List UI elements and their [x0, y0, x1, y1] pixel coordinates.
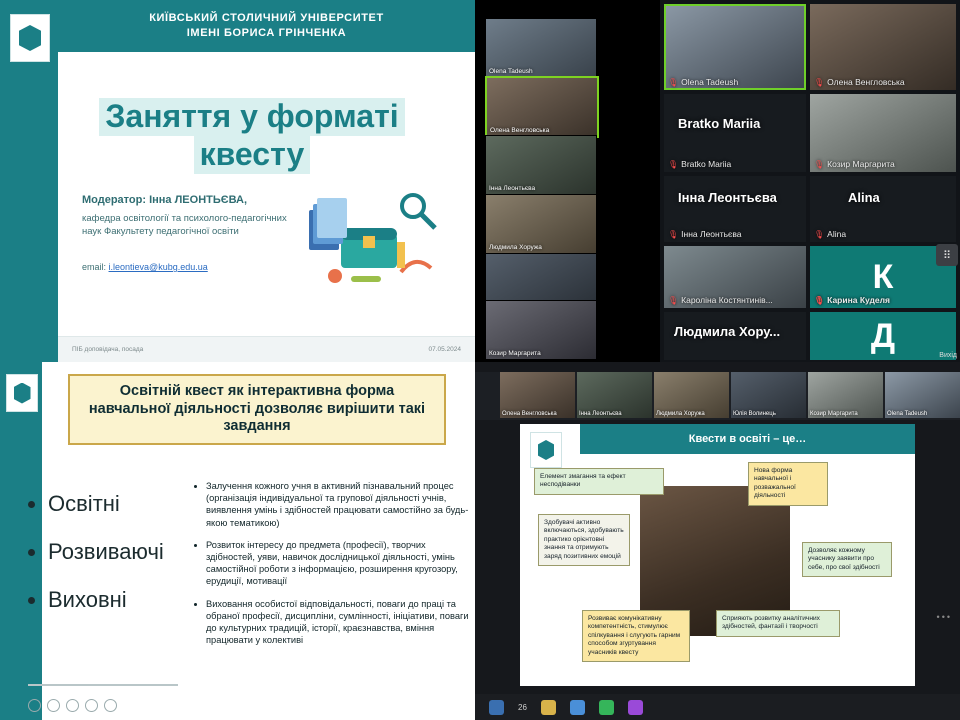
footer-divider [28, 684, 178, 686]
logo-hexagon-icon [14, 383, 31, 404]
mic-icon: 🎙 [668, 230, 679, 239]
participant-name: Olena Tadeush [887, 411, 928, 417]
list-item: • Розвиток інтересу до предмета (професії), творчих здібностей, уяви, навичок дослідницької діяльності, умінь самостійної роботи з інформацією, розширення кругозору, ерудиції, мотивації [206, 539, 474, 588]
gallery-cell-liudmyla[interactable] [664, 312, 806, 360]
participant-big-name: Bratko Mariia [678, 116, 761, 131]
participant-name: Людмила Хоружа [656, 411, 705, 417]
social-icon-3 [66, 699, 79, 712]
participant-name: Alina [827, 229, 847, 239]
tasks-banner: Освітній квест як інтерактивна форма навчальної діяльності дозволяє вирішити такі завдання [68, 374, 446, 445]
slide-title-line-2: квесту [194, 136, 311, 174]
filmstrip-tile[interactable] [485, 76, 599, 138]
participant-name: Bratko Mariia [681, 159, 732, 169]
moderator-line: Модератор: Інна ЛЕОНТЬЄВА, [82, 194, 247, 206]
participant-label [814, 295, 890, 305]
list-item: • Виховання особистої відповідальності, поваги до праці та обраної професії, дисципліни, сумлінності, ініціативи, поваги до культурних традицій, історії, краєзнавства, вміння працювати у колективі [206, 598, 474, 647]
email-label: email: [82, 262, 107, 272]
thumb-tile[interactable] [808, 372, 883, 418]
taskbar[interactable] [475, 694, 960, 720]
thumb-tile[interactable] [731, 372, 806, 418]
quest-illustration [301, 180, 451, 298]
thumb-tile[interactable] [885, 372, 960, 418]
email-line [82, 262, 208, 272]
zoom-gallery[interactable] [660, 0, 960, 362]
thumb-tile[interactable] [654, 372, 729, 418]
tasks-slide-logo [6, 374, 38, 412]
gallery-cell-avatar-d[interactable] [810, 312, 956, 360]
participant-name: Інна Леонтьєва [579, 411, 622, 417]
callout-box: Здобувачі активно включаються, здобувають практико орієнтовні знання та отримують заряд позитивних емоцій [538, 514, 630, 566]
gallery-cell-karyna-kudelia[interactable] [810, 246, 956, 308]
list-item: • Розвиваючі [48, 530, 228, 574]
callout-box: Розвиває комунікативну компетентність, стимулює спілкування і слугують гарним способом згуртування учасників квесту [582, 610, 690, 662]
participant-name: Карина Куделя [827, 295, 891, 305]
university-line-1: КИЇВСЬКИЙ СТОЛИЧНИЙ УНІВЕРСИТЕТ [149, 12, 384, 24]
logo-hexagon-icon [538, 440, 554, 460]
folder-icon[interactable] [541, 700, 556, 715]
social-icon-1 [28, 699, 41, 712]
title-slide [0, 0, 475, 362]
callout-box: Сприяють розвитку аналітичних здібностей, фантазії і творчості [716, 610, 840, 637]
participant-name: Козир Маргарита [827, 159, 895, 169]
slide-footer-left: ПІБ доповідача, посада [72, 346, 144, 353]
mic-icon: 🎙 [814, 160, 825, 169]
participant-name: Інна Леонтьєва [489, 185, 536, 192]
footer-icon-row [28, 699, 117, 712]
slide-footer [58, 336, 475, 362]
participant-name: Козир Маргарита [810, 411, 858, 417]
gallery-cell-karolina[interactable] [664, 246, 806, 308]
thumb-tile[interactable] [577, 372, 652, 418]
participant-name: Олена Венгловська [827, 77, 905, 87]
list-item: • Освітні [48, 482, 228, 526]
avatar-initial: К [872, 257, 894, 296]
windows-start-icon[interactable] [489, 700, 504, 715]
tasks-slide [0, 362, 475, 720]
slide-title [72, 98, 432, 174]
participant-name: Кароліна Костянтинів... [681, 295, 773, 305]
slide-title-line-1: Заняття у форматі [99, 98, 404, 136]
mic-icon: 🎙 [668, 78, 679, 87]
participant-big-name: Людмила Хору... [674, 324, 781, 339]
social-icon-5 [104, 699, 117, 712]
gallery-cell-olena-tadeush[interactable] [664, 4, 806, 90]
shared-slide-logo [530, 432, 562, 468]
participant-label [668, 295, 773, 305]
university-logo [10, 14, 50, 62]
social-icon-4 [85, 699, 98, 712]
zoom-share-window [475, 362, 960, 720]
gallery-cell-olena-venglovska[interactable] [810, 4, 956, 90]
participant-label [668, 159, 731, 169]
slide-header [58, 0, 475, 52]
tasks-bullet-list [188, 480, 474, 656]
callout-box: Нова форма навчальної і розважальної діяльності [748, 462, 828, 506]
callout-box: Дозволяє кожному учаснику заявити про себе, про свої здібності [802, 542, 892, 577]
participant-big-name: Інна Леонтьєва [678, 190, 777, 205]
participant-label [668, 77, 738, 87]
scroll-indicator[interactable]: ••• [936, 612, 952, 622]
list-item: • Залучення кожного учня в активний пізнавальний процес (організація індивідуальної та групової діяльності учнів, виявлення умінь і здібностей працювати самостійно за будь-якою тематикою) [206, 480, 474, 529]
mic-icon: 🎙 [668, 296, 679, 305]
callout-box: Елемент змагання та ефект несподіванки [534, 468, 664, 495]
zoom-thumbnail-strip[interactable] [475, 372, 960, 420]
filmstrip-tile[interactable] [485, 135, 597, 195]
thumb-tile[interactable] [500, 372, 575, 418]
participant-name: Олена Венгловська [490, 127, 550, 134]
participant-name: Юлія Волинець [733, 411, 776, 417]
grid-dots-icon: ⠿ [942, 249, 952, 262]
gallery-cell-bratko-mariia[interactable] [664, 94, 806, 172]
participant-name: Olena Tadeush [681, 77, 739, 87]
filmstrip-tile[interactable] [485, 194, 597, 254]
avatar-initial: Д [870, 316, 896, 355]
participant-label [668, 229, 742, 239]
gallery-side-control[interactable] [936, 244, 958, 266]
social-icon-2 [47, 699, 60, 712]
participant-filmstrip[interactable] [475, 0, 660, 362]
gallery-cell-inna-leontieva[interactable] [664, 176, 806, 242]
browser-icon[interactable] [570, 700, 585, 715]
participant-name: Людмила Хоружа [489, 244, 542, 251]
participant-label [814, 159, 895, 169]
participant-label [814, 77, 905, 87]
mic-icon: 🎙 [814, 230, 825, 239]
zoom-app-icon[interactable] [599, 700, 614, 715]
mic-icon: 🎙 [814, 296, 825, 305]
exit-button[interactable]: Вихід [939, 352, 957, 359]
mic-icon: 🎙 [814, 78, 825, 87]
university-line-2: ІМЕНІ БОРИСА ГРІНЧЕНКА [186, 27, 347, 39]
participant-label [814, 229, 846, 239]
shared-slide [520, 424, 915, 686]
filmstrip-tile[interactable] [485, 18, 597, 78]
slide-footer-right: 07.05.2024 [428, 346, 461, 353]
participant-name: Інна Леонтьєва [681, 229, 742, 239]
affiliation-line: кафедра освітології та психолого-педагогічних наук Факультету педагогічної освіти [82, 213, 287, 237]
shared-slide-header: Квести в освіті – це… [580, 424, 915, 454]
gallery-cell-alina[interactable] [810, 176, 956, 242]
media-icon[interactable] [628, 700, 643, 715]
mic-icon: 🎙 [668, 160, 679, 169]
search-label[interactable]: 26 [518, 702, 527, 712]
logo-hexagon-icon [19, 25, 41, 51]
gallery-cell-kozyr-margaryta[interactable] [810, 94, 956, 172]
filmstrip-tile[interactable] [485, 300, 597, 360]
participant-big-name: Alina [848, 190, 880, 205]
participant-name: Olena Tadeush [489, 68, 533, 75]
email-link[interactable]: i.leontieva@kubg.edu.ua [108, 262, 208, 272]
participant-name: Олена Венгловська [502, 411, 557, 417]
participant-name: Козир Маргарита [489, 350, 541, 357]
list-item: • Виховні [48, 578, 228, 622]
